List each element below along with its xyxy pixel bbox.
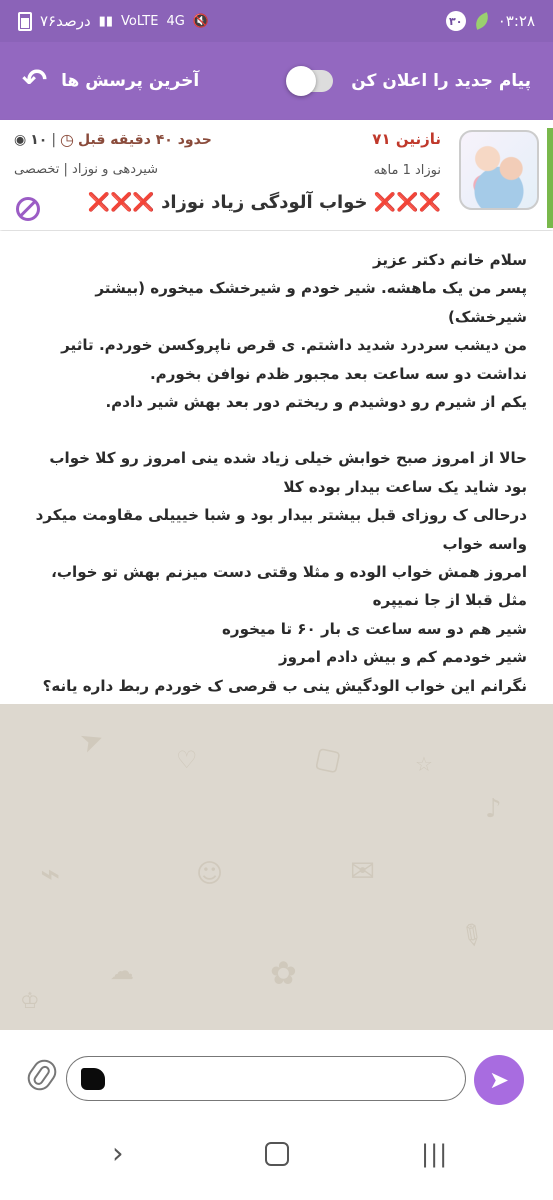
send-button[interactable]	[474, 1055, 524, 1105]
status-bar	[0, 0, 553, 42]
battery-icon	[18, 12, 32, 31]
message-line-4: یکم از شیرم رو دوشیدم و ریختم دور بعد بهش شیر دادم.	[105, 393, 527, 412]
message-line-1: سلام خانم دکتر عزیز	[372, 251, 527, 269]
doodle-cloud: ☁	[110, 957, 134, 985]
doodle-music: ♪	[485, 794, 502, 824]
eye-icon: ◉	[14, 131, 27, 148]
attach-icon[interactable]	[23, 1055, 61, 1095]
status-badge: ۳۰	[446, 11, 466, 31]
doodle-face: ☺	[196, 859, 224, 889]
message-line-6: حالا از امروز صبح خوابش خیلی زیاد شده ینی امروز رو کلا خواب بود شاید یک ساعت بیدار بوده کلا	[49, 449, 527, 496]
nav-home-icon[interactable]	[265, 1142, 289, 1166]
message-line-3: من دیشب سردرد شدید داشتم. ی قرص ناپروکسن خوردم. تاثیر نداشت دو سه ساعت بعد مجبور ظدم نوافن بخورم.	[61, 336, 527, 383]
status-right	[446, 11, 535, 31]
ban-icon[interactable]	[16, 197, 40, 221]
green-accent-bar	[547, 128, 553, 228]
message-body	[0, 231, 553, 704]
message-line-9: شیر هم دو سه ساعت ی بار ۶۰ تا میخوره	[222, 619, 527, 638]
doodle-flower: ✿	[270, 954, 297, 992]
message-input[interactable]	[115, 1057, 449, 1102]
status-time: ۰۳:۲۸	[497, 12, 535, 30]
message-line-10: شیر خودمم کم و بیش دادم امروز	[278, 648, 527, 667]
message-line-11: نگرانم این خواب الودگیش ینی ب قرصی ک خوردم ربط داره یانه؟	[42, 676, 527, 695]
doodle-star: ☆	[415, 752, 433, 776]
doodle-square: ▢	[311, 739, 345, 778]
title-marks-right: ❌❌❌	[87, 192, 155, 213]
message-input-box[interactable]	[66, 1056, 466, 1101]
author-name[interactable]: نازنین ۷۱	[372, 130, 441, 148]
avatar[interactable]	[459, 130, 539, 210]
title-marks-left: ❌❌❌	[373, 192, 441, 213]
battery-text: ۷۶درصد	[40, 12, 91, 30]
post-header-card	[0, 120, 553, 230]
send-icon: ➤	[488, 1066, 510, 1094]
meta-separator: |	[51, 131, 57, 148]
last-questions-label: آخرین پرسش ها	[61, 71, 200, 91]
nav-recent-icon[interactable]: |||	[421, 1140, 449, 1168]
network-label-1: VoLTE	[120, 13, 159, 29]
doodle-crown: ♔	[20, 989, 40, 1014]
post-title	[88, 192, 441, 213]
doodle-spiral: ⌁	[40, 854, 61, 894]
announce-label: پیام جدید را اعلان کن	[351, 71, 531, 91]
notification-toggle[interactable]	[289, 70, 333, 92]
emoji-icon[interactable]	[81, 1068, 105, 1090]
post-title-text: خواب آلودگی زیاد نوزاد	[161, 192, 368, 213]
doodle-arrow: ➤	[75, 720, 109, 761]
system-navigation-bar	[0, 1120, 553, 1200]
top-app-bar	[0, 42, 553, 120]
views-number: ۱۰	[30, 131, 48, 148]
notification-toggle-row[interactable]	[289, 70, 531, 92]
doodle-heart: ♡	[176, 746, 198, 774]
mute-icon: 🔇	[192, 13, 209, 29]
message-line-2: پسر من یک ماهشه. شیر خودم و شیرخشک میخوره (بیشتر شیرخشک)	[95, 279, 527, 326]
last-questions-button[interactable]	[22, 63, 200, 98]
baby-age: نوزاد 1 ماهه	[373, 163, 441, 178]
post-category: شیردهی و نوزاد | تخصصی	[14, 162, 159, 177]
clock-icon: ◷	[60, 130, 74, 149]
signal-icon: ▮▮	[98, 13, 113, 29]
doodle-mail: ✉	[350, 854, 376, 889]
time-ago: حدود ۴۰ دقیقه قبل	[78, 131, 212, 148]
status-left	[18, 12, 209, 31]
message-line-8: امروز همش خواب الوده و مثلا وقتی دست میزنم بهش تو خواب، مثل قبلا از جا نمیپره	[51, 563, 527, 610]
message-line-7: درحالی ک روزای قبل بیشتر بیدار بود و شبا خیییلی مقاومت میکرد واسه خواب	[35, 506, 527, 553]
post-meta	[14, 130, 212, 149]
network-label-2: 4G	[166, 13, 185, 29]
leaf-icon	[472, 12, 492, 30]
message-blank-line	[24, 416, 527, 444]
views-count	[14, 132, 47, 148]
message-composer	[0, 1030, 553, 1120]
back-arrow-icon: ↶	[22, 63, 48, 98]
doodle-pencil: ✎	[452, 915, 491, 956]
chat-wallpaper	[0, 704, 553, 1030]
toggle-knob	[286, 66, 316, 96]
nav-back-icon[interactable]: ›	[112, 1136, 124, 1170]
